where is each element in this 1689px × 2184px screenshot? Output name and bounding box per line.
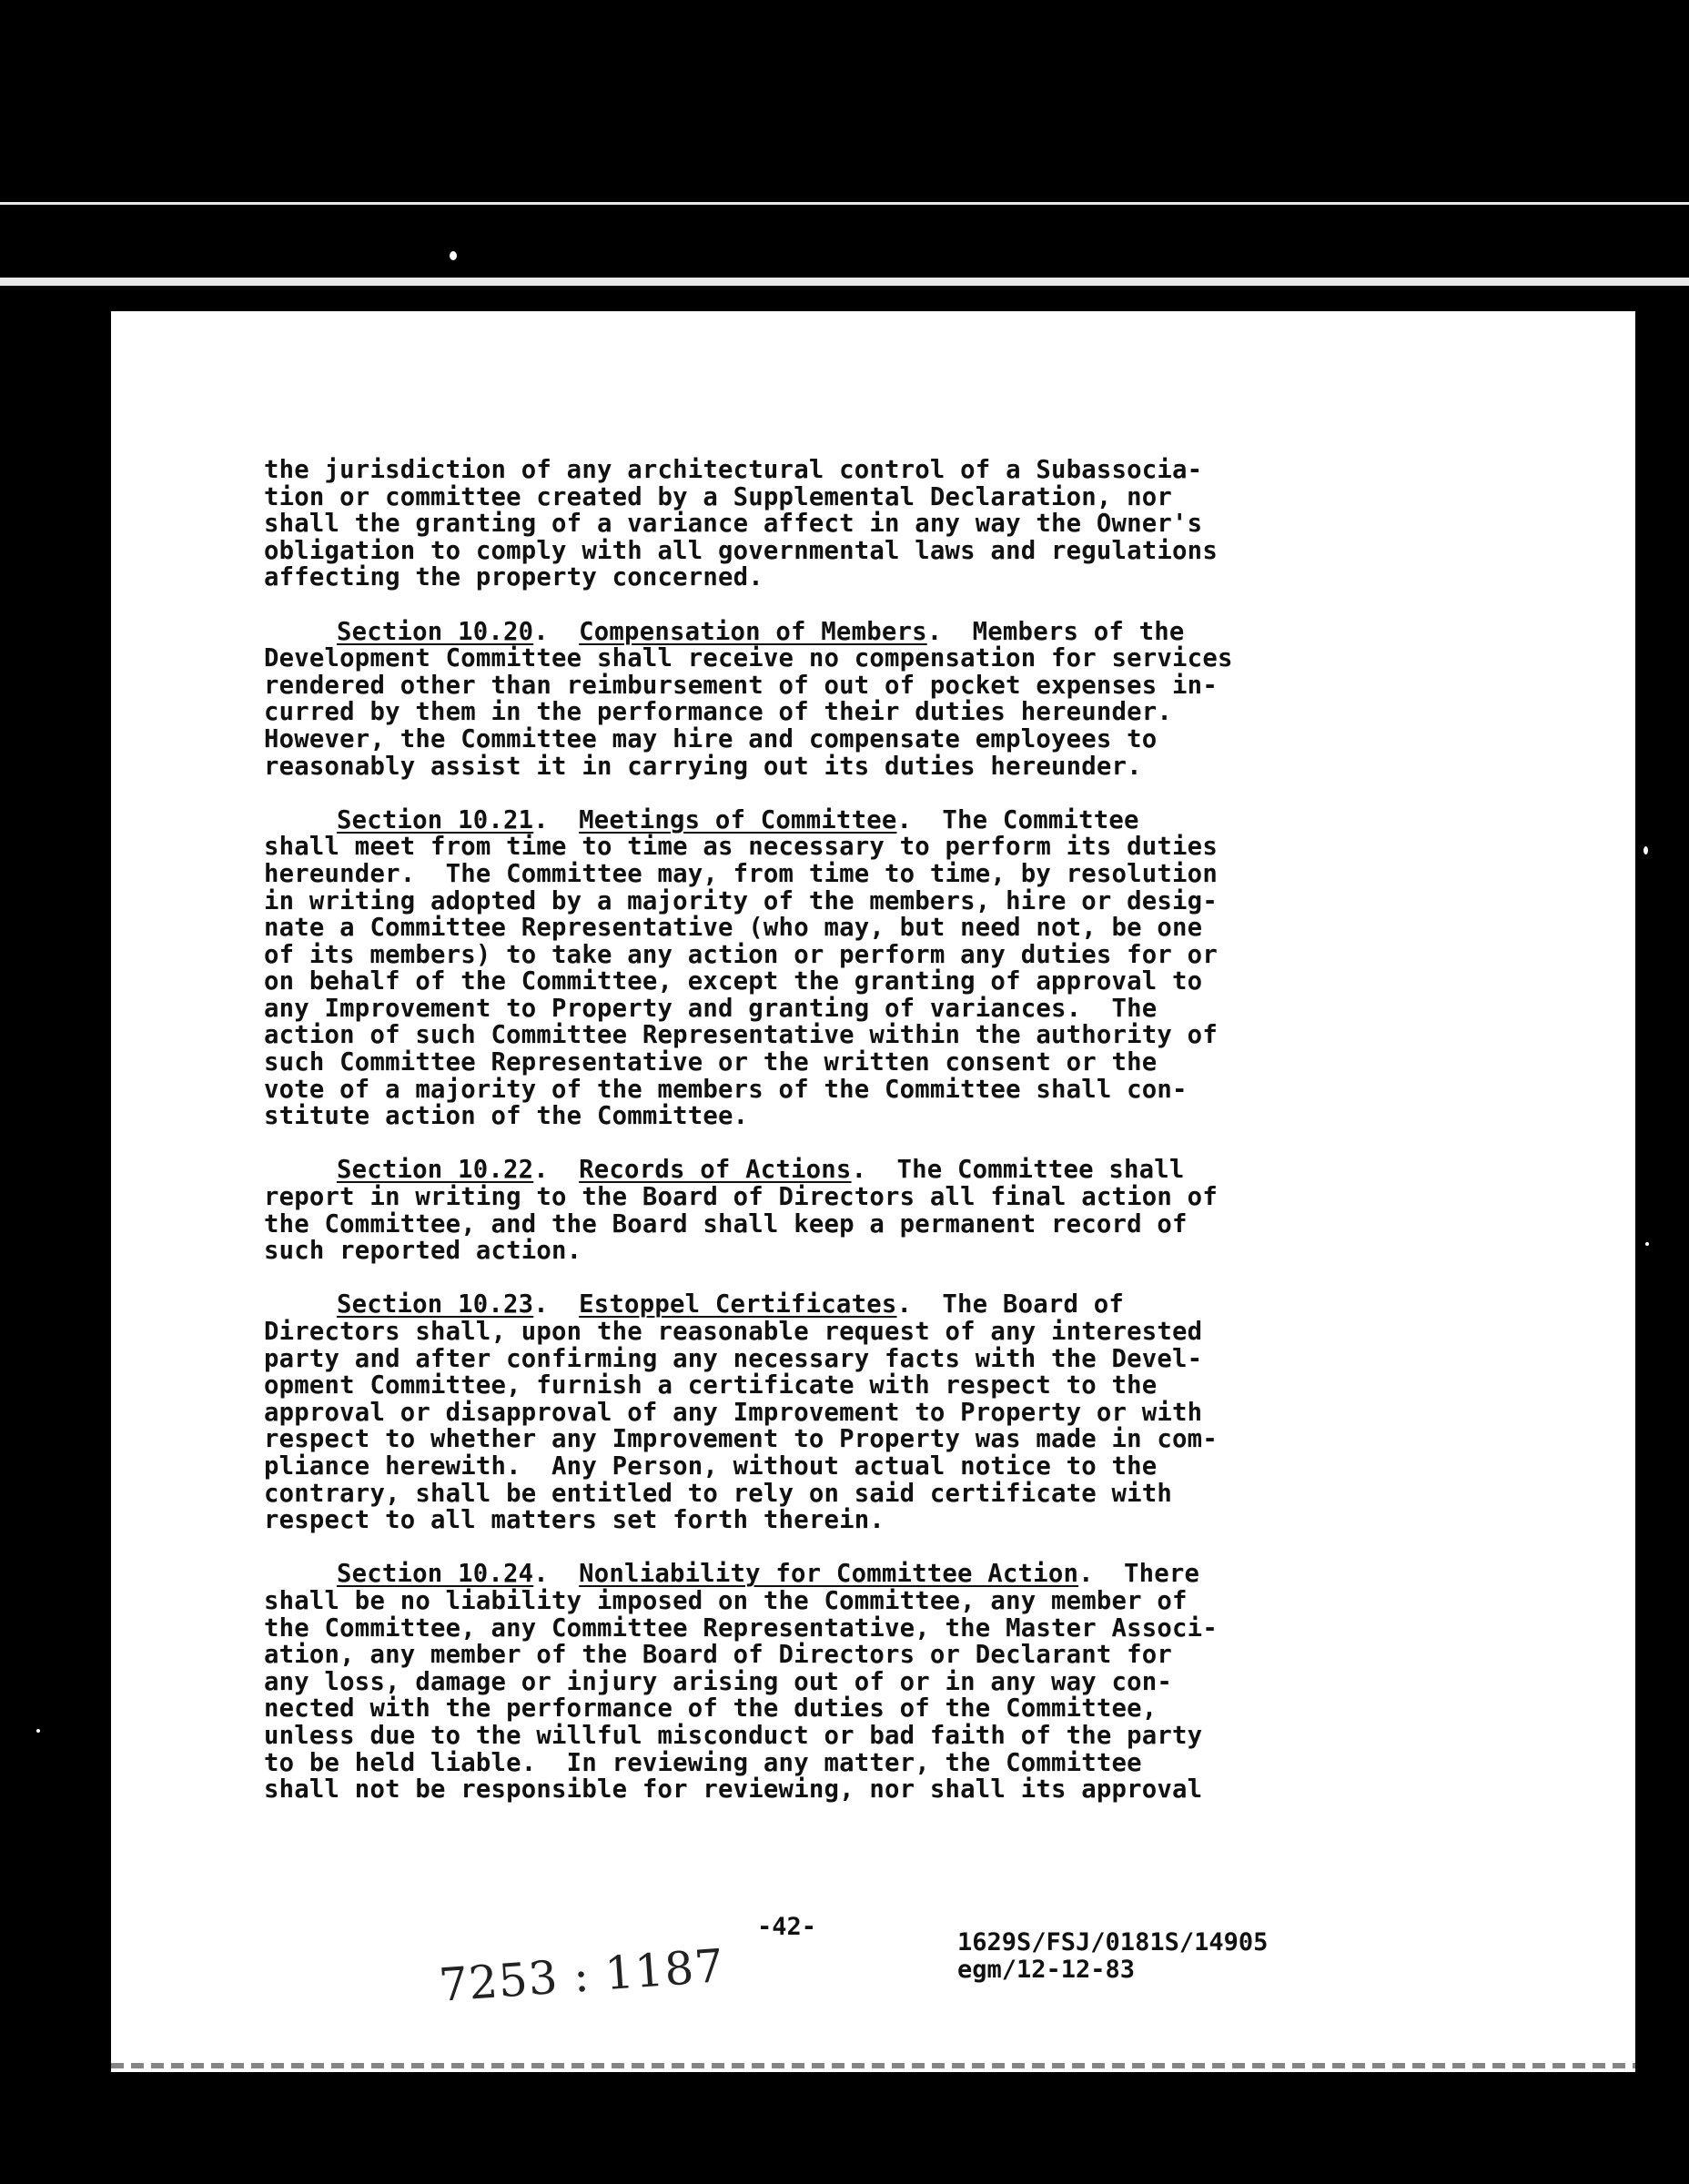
scan-speck — [1643, 846, 1648, 854]
section-lead-text: The Committee — [912, 805, 1139, 834]
text-line: shall be no liability imposed on the Committee, any member of — [264, 1586, 1188, 1615]
section-lead-text: Members of the — [942, 617, 1185, 646]
section-heading-line: Section 10.20. Compensation of Members. Members of the — [337, 617, 1185, 646]
text-line: obligation to comply with all governmental laws and regulations — [264, 536, 1218, 565]
text-line: action of such Committee Representative within the authority of — [264, 1021, 1218, 1050]
section-title: Estoppel Certificates — [579, 1290, 897, 1320]
text-line: respect to whether any Improvement to Property was made in com- — [264, 1425, 1218, 1454]
text-line: of its members) to take any action or perform any duties for or — [264, 940, 1218, 969]
text-line: shall not be responsible for reviewing, nor shall its approval — [264, 1775, 1203, 1805]
text-line: shall meet from time to time as necessary to perform its duties — [264, 833, 1218, 862]
text-line: the Committee, and the Board shall keep a permanent record of — [264, 1209, 1188, 1239]
section-10-20 — [264, 619, 1529, 781]
section-heading-line: Section 10.21. Meetings of Committee. The Committee — [337, 805, 1139, 834]
section-number: Section 10.22 — [337, 1156, 534, 1185]
scan-line-top — [0, 202, 1689, 205]
section-title: Compensation of Members — [579, 617, 927, 646]
document-page — [111, 311, 1635, 2072]
section-10-22 — [264, 1157, 1529, 1264]
text-line: nate a Committee Representative (who may, but need not, be one — [264, 914, 1203, 943]
text-line: such reported action. — [264, 1237, 582, 1266]
text-line: shall the granting of a variance affect in any way the Owner's — [264, 510, 1203, 539]
text-line: contrary, shall be entitled to rely on said certificate with — [264, 1479, 1173, 1508]
scan-speck — [450, 251, 457, 260]
section-title: Records of Actions — [579, 1156, 852, 1185]
text-line: rendered other than reimbursement of out of pocket expenses in- — [264, 671, 1218, 700]
document-code-line: 1629S/FSJ/0181S/14905 — [957, 1928, 1269, 1956]
section-lead-text: The Committee shall — [866, 1156, 1185, 1185]
text-line: party and after confirming any necessary facts with the Devel- — [264, 1344, 1203, 1373]
document-code-line: egm/12-12-83 — [957, 1956, 1136, 1984]
text-line: unless due to the willful misconduct or bad faith of the party — [264, 1721, 1203, 1750]
text-line: pliance herewith. Any Person, without actual notice to the — [264, 1451, 1158, 1481]
text-line: Development Committee shall receive no compensation for services — [264, 644, 1233, 673]
text-line: such Committee Representative or the written consent or the — [264, 1048, 1158, 1077]
section-lead-text: The Board of — [912, 1290, 1125, 1320]
section-10-23 — [264, 1291, 1529, 1533]
page-number: -42- — [757, 1913, 817, 1941]
text-line: reasonably assist it in carrying out its duties hereunder. — [264, 752, 1142, 781]
scan-speck — [1645, 1242, 1649, 1246]
text-line: the Committee, any Committee Representative, the Master Associ- — [264, 1613, 1218, 1643]
text-line: tion or committee created by a Supplemental Declaration, nor — [264, 482, 1173, 511]
section-number: Section 10.24 — [337, 1560, 534, 1589]
section-title: Meetings of Committee — [579, 805, 897, 834]
text-line: nected with the performance of the duties of the Committee, — [264, 1694, 1158, 1724]
section-heading-line: Section 10.23. Estoppel Certificates. The Board of — [337, 1290, 1125, 1320]
section-lead-text: There — [1093, 1560, 1200, 1589]
section-number: Section 10.20 — [337, 617, 534, 646]
text-line: any loss, damage or injury arising out of or in any way con- — [264, 1667, 1173, 1696]
text-line: However, the Committee may hire and compensate employees to — [264, 724, 1158, 753]
scan-speck — [36, 1729, 40, 1733]
text-line: the jurisdiction of any architectural control of a Subassocia- — [264, 456, 1203, 484]
section-10-21 — [264, 807, 1529, 1130]
document-code — [957, 1929, 1268, 1984]
scan-line-upper — [0, 278, 1689, 286]
handwritten-stamp: 7253 : 1187 — [437, 1939, 726, 2012]
section-10-24 — [264, 1561, 1529, 1803]
text-line: respect to all matters set forth therein. — [264, 1506, 885, 1535]
text-line: Directors shall, upon the reasonable request of any interested — [264, 1318, 1203, 1346]
text-line: ation, any member of the Board of Directors or Declarant for — [264, 1641, 1173, 1670]
section-title: Nonliability for Committee Action — [579, 1560, 1079, 1589]
text-line: to be held liable. In reviewing any matter, the Committee — [264, 1748, 1142, 1777]
text-line: approval or disapproval of any Improvement to Property or with — [264, 1398, 1203, 1427]
text-line: hereunder. The Committee may, from time to time, by resolution — [264, 859, 1218, 888]
section-heading-line: Section 10.24. Nonliability for Committee Action. There — [337, 1560, 1200, 1589]
text-line: in writing adopted by a majority of the members, hire or desig- — [264, 886, 1218, 915]
text-line: on behalf of the Committee, except the granting of approval to — [264, 967, 1203, 996]
text-line: vote of a majority of the members of the Committee shall con- — [264, 1075, 1188, 1104]
section-heading-line: Section 10.22. Records of Actions. The Committee shall — [337, 1156, 1185, 1185]
text-line: stitute action of the Committee. — [264, 1102, 749, 1131]
section-number: Section 10.21 — [337, 805, 534, 834]
scan-edge-artifact — [111, 2063, 1635, 2068]
text-line: any Improvement to Property and granting of variances. The — [264, 994, 1158, 1023]
section-number: Section 10.23 — [337, 1290, 534, 1320]
document-body — [264, 457, 1529, 1830]
paragraph-continuation — [264, 457, 1529, 592]
text-line: affecting the property concerned. — [264, 563, 764, 592]
text-line: opment Committee, furnish a certificate with respect to the — [264, 1371, 1158, 1400]
text-line: report in writing to the Board of Directors all final action of — [264, 1183, 1218, 1212]
text-line: curred by them in the performance of their duties hereunder. — [264, 698, 1173, 727]
